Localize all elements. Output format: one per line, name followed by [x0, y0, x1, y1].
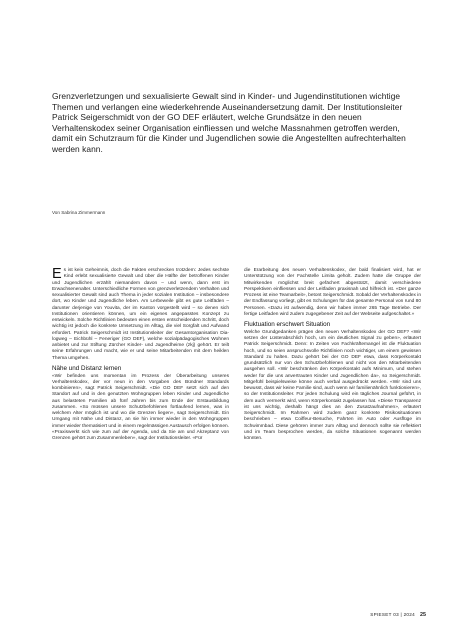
drop-cap: E: [52, 266, 62, 282]
article-column-right: [244, 268, 421, 442]
page-footer: [352, 612, 426, 618]
lead-paragraph: [52, 91, 422, 155]
body-paragraph: Welche Grundgedanken prägen den neuen Verhaltenskodex der GO DEF? «Wir setzen der Lüsterabschlich hoch, um ein deutliches Signal zu geben», erläutert Patrick Seigerschmidt. Denn: In Zeiten von Fachkräftemangel ist die Fluktuation hoch, und so seien anspruchsvolle Richtlinien noch wichtiger, um einem gewissen Standard zu halten. Dazu gehört bei der GO DEF etwa, dass Körperkontakt grundsätzlich nur von den Schutzbefohlenen und nicht von den Mitarbeitenden ausgehen soll. «Wir beschränken den Körperkontakt aufs Minimum, und stehen weder für die uns anvertrauten Kinder und Jugendlichen da», so Seigerschmidt. Mitgefühl beispielsweise könne auch verbal ausgedrückt werden. «Wir sind uns bewusst, dass wir keine Familie sind, auch wenn wir familienähnlich funktionieren», so der Institutionsleiter. Für jeden Schulung wird ein tägliches Journal geführt, in dem auch vermerkt wird, wenn Körperkontakt zugelassen hat. «Diese Transparenz ist uns wichtig, deshalb hängt dies an den Zusatzaufnahmen», erläutert Seigerschmidt. Im Rahmen wird zudem ganz konkrete Risikosituationen beschrieben – etwa Coiffeur-Besuche, Fahrten im Auto oder Ausflüge im Schwimmbad. Diese gehören immer zum Alltag und dennoch sollte sie reflektiert und im Team besprochen werden, da solche Situationen sogenannt werden könnten.: [244, 329, 421, 442]
body-paragraph: die Erarbeitung des neuen Verhaltenskodex, der bald finalisiert wird, hat er Unterstützung von der Fachstelle Limita geholt. Zudem hatte die Gruppe der Mitwirkenden möglichst breit gefächert abgestützt, damit verschiedene Perspektiven einfliessen und der Leitfaden praxisnah und hilfreich ist. «Der ganze Prozess ist eine Teamarbeit», betont Seigerschmidt. Sobald der Verhaltenskodex in der Endfassung vorliegt, gibt es Schulungen für das gesamte Personal von rund 80 Personen. «Dazu ist aufwendig, denn wir haben immer 265 Tage Betriebe. Der fertige Leitfaden wird zudem zugegebener Zeit auf der Webseite aufgeschaltet.»: [244, 268, 421, 317]
body-paragraph: «Wir befinden uns momentan im Prozess der Überarbeitung unseres Verhaltenskodex, der vor neun in den Vorgaben des Bündner Standards kombinieren», sagt Patrick Seigerschmidt. «Die GO DEF setzt sich auf den Standort auf und in den genutzten Wohngruppen leben Kinder und Jugendliche aus belasteten Familien ab fünf Jahren bis zum Ende der Erstausbildung zusammen. «So müssen unsere Schutzbefohlenen fortlaufend lernen, was in welchem Alter möglich ist und wo die Grenzen liegen», sagt Seigerschmidt. Ein Umgang mit Nähe und Distanz, an sie hin immer wieder in den Wohngruppen immer wieder thematisiert und in einem regelmässigen Austausch erfolgen können. «Praxiswerkt sich wie zum auf der Agenda, und da Sie am und Akzeptanz von Grenzen gehört zum Zusammenleben», sagt der Institutionsleiter. «Für: [52, 373, 229, 442]
intro-text: s ist kein Geheimnis, doch die Fakten erschrecken trotzdem: Jedes sechste Kind erlebt sexualisierte Gewalt und über die Hälfte der betroffenen Kinder und Jugendlichen erzählt niemandem davon – und wenn, dann erst im Erwachsenenalter. Unterschiedliche Formen von grenzverletzendem Verhalten und sexualisierter Gewalt sind auch Thema in jeder sozialen Institution – insbesondere dort, wo Kinder und Jugendliche leben. Am Lerbeweile gibt es gute Leitfäden – darunter derjenige von Youvita, der im Kanton vorgestellt wird – so denen sich Institutionen orientieren können, um ein eigenes angepasstes Konzept zu entwickeln. Solche Richtlinien bedeuten einen ersten entscheidenden Schritt, doch wichtig ist jedoch die konkrete Umsetzung im Alltag, die viel Sorgfalt und Aufwand erfordert. Patrick Seigerschmidt ist Institutionsleiter der Gesamtorganisation Dia-logweg – Eichbühl – Feneriger (GO DEF), welche sozialpädagogisches Wohnen anbietet und zur Stiftung Zürcher Kinder- und Jugendheime (zkj) gehört. Er teilt seine Erfahrungen und macht, wie er und seine Mitarbeitenden mit dem heiklen Thema umgehen.: [52, 268, 229, 361]
subheading-fluktuation: Fluktuation erschwert Situation: [244, 321, 331, 328]
article-column-left: [52, 268, 229, 442]
lead-text: Grenzverletzungen und sexualisierte Gewalt sind in Kinder- und Jugendinstitutionen wichtige Themen und verlangen eine wiederkehrende Auseinandersetzung damit. Der Institutionsleiter Patrick Seigerschmidt von der GO DEF erläutert, welche Grundsätze in den neuen Verhaltenskodex seiner Organisation einfliessen und welche Massnahmen getroffen werden, damit ein Schutzraum für die Kinder und Jugendlichen sowie die Angestellten aufrechterhalten werden kann.: [52, 91, 406, 154]
subheading-naehe-distanz: Nähe und Distanz lernen: [52, 364, 122, 372]
magazine-issue: SPIESET 03 | 2024: [370, 612, 415, 617]
intro-paragraph: [52, 268, 229, 362]
author-byline: Von Sabrina Zimmermann: [52, 210, 106, 215]
page-number: 25: [420, 612, 426, 618]
